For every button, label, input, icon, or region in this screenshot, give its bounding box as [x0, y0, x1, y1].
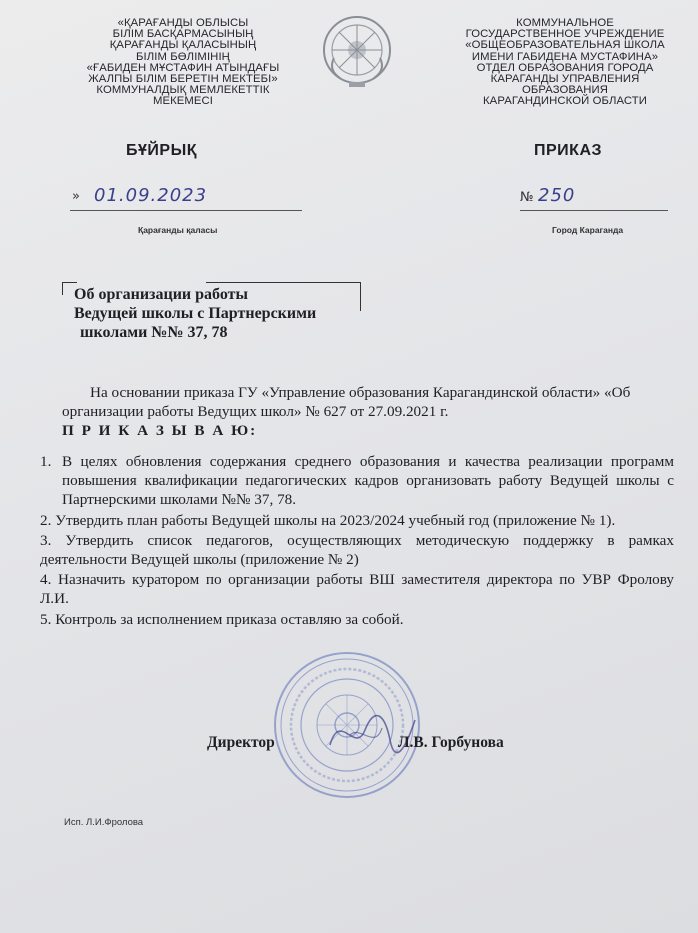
header-kz-line: МЕКЕМЕСІ — [152, 95, 214, 108]
subject-line: Об организации работы — [74, 286, 248, 303]
date-prefix: » — [72, 189, 81, 204]
header-ru-line: ОБРАЗОВАНИЯ — [521, 84, 609, 97]
header-ru-line: ОТДЕЛ ОБРАЗОВАНИЯ ГОРОДА — [476, 61, 654, 74]
list-item — [40, 610, 674, 629]
subject-line: Ведущей школы с Партнерскими — [74, 305, 317, 322]
director-label: Директор — [207, 734, 275, 751]
item-text: Утвердить план работы Ведущей школы на 2023/2024 учебный год (приложение № 1). — [55, 511, 616, 529]
city-russian: Город Караганда — [552, 225, 624, 235]
director-name: Л.В. Горбунова — [398, 734, 504, 751]
header-kz-line: ЖАЛПЫ БІЛІМ БЕРЕТІН МЕКТЕБІ» — [88, 73, 278, 86]
item-number: 4. — [40, 571, 52, 589]
order-word: П Р И К А З Ы В А Ю: — [62, 422, 258, 439]
header-kazakh — [58, 18, 308, 108]
basis-text: На основании приказа ГУ «Управление образования Карагандинской области» «Об организации работы Ведущих школ» № 627 от 27.09.2021 г. — [62, 384, 631, 420]
number-handwritten: 250 — [538, 185, 576, 206]
item-text: Контроль за исполнением приказа оставляю за собой. — [55, 610, 404, 628]
item-number: 5. — [40, 610, 52, 628]
header-kz-line: БІЛІМ БАСҚАРМАСЫНЫҢ — [112, 28, 254, 41]
date-handwritten: 01.09.2023 — [94, 185, 208, 206]
header-ru-line: КАРАГАНДИНСКОЙ ОБЛАСТИ — [483, 95, 647, 108]
date-line — [70, 185, 302, 211]
number-line — [520, 185, 668, 211]
header-kz-line: ҚАРАҒАНДЫ ҚАЛАСЫНЫҢ — [109, 39, 257, 52]
header-kz-line: БІЛІМ БӨЛІМІНІҢ — [136, 50, 230, 63]
header-ru-line: «ОБЩЕОБРАЗОВАТЕЛЬНАЯ ШКОЛА — [465, 39, 665, 52]
order-basis — [62, 383, 692, 440]
header-ru-line: КОММУНАЛЬНОЕ — [516, 17, 614, 29]
list-item — [40, 511, 674, 530]
item-number: 3. — [40, 531, 52, 549]
item-text: Утвердить список педагогов, осуществляющих методическую поддержку в рамках деятельности Ведущей школы (приложение № 2) — [40, 531, 674, 569]
item-text: Назначить куратором по организации работы ВШ заместителя директора по УВР Фролову Л.И. — [40, 571, 674, 608]
item-number: 2. — [40, 511, 52, 529]
item-number: 1. — [40, 453, 52, 470]
subject-line: школами №№ 37, 78 — [80, 324, 228, 341]
number-prefix: № — [520, 190, 535, 205]
header-kz-line: «ҚАРАҒАНДЫ ОБЛЫСЫ — [117, 17, 249, 29]
title-kazakh: БҰЙРЫҚ — [126, 142, 197, 159]
city-kazakh: Қарағанды қаласы — [138, 225, 218, 235]
state-emblem-icon — [320, 12, 394, 90]
executor-note: Исп. Л.И.Фролова — [64, 817, 144, 828]
header-ru-line: КАРАГАНДЫ УПРАВЛЕНИЯ — [490, 73, 640, 86]
order-items — [40, 452, 674, 630]
list-item — [40, 531, 674, 569]
list-item — [40, 452, 674, 510]
header-kz-line: КОММУНАЛДЫҚ МЕМЛЕКЕТТІК — [96, 84, 270, 97]
header-ru-line: ГОСУДАРСТВЕННОЕ УЧРЕЖДЕНИЕ — [465, 28, 665, 41]
header-russian — [440, 18, 690, 108]
title-russian: ПРИКАЗ — [534, 142, 603, 159]
header-ru-line: ИМЕНИ ГАБИДЕНА МУСТАФИНА» — [471, 50, 659, 63]
order-subject — [74, 285, 374, 342]
item-text: В целях обновления содержания среднего образования и качества реализации программ повышения квалификации педагогических кадров организовать работу Ведущей школы с Партнерскими школами №№ 37, 78. — [62, 453, 674, 509]
header-kz-line: «ҒАБИДЕН МҰСТАФИН АТЫНДАҒЫ — [86, 61, 280, 74]
list-item — [40, 570, 674, 608]
